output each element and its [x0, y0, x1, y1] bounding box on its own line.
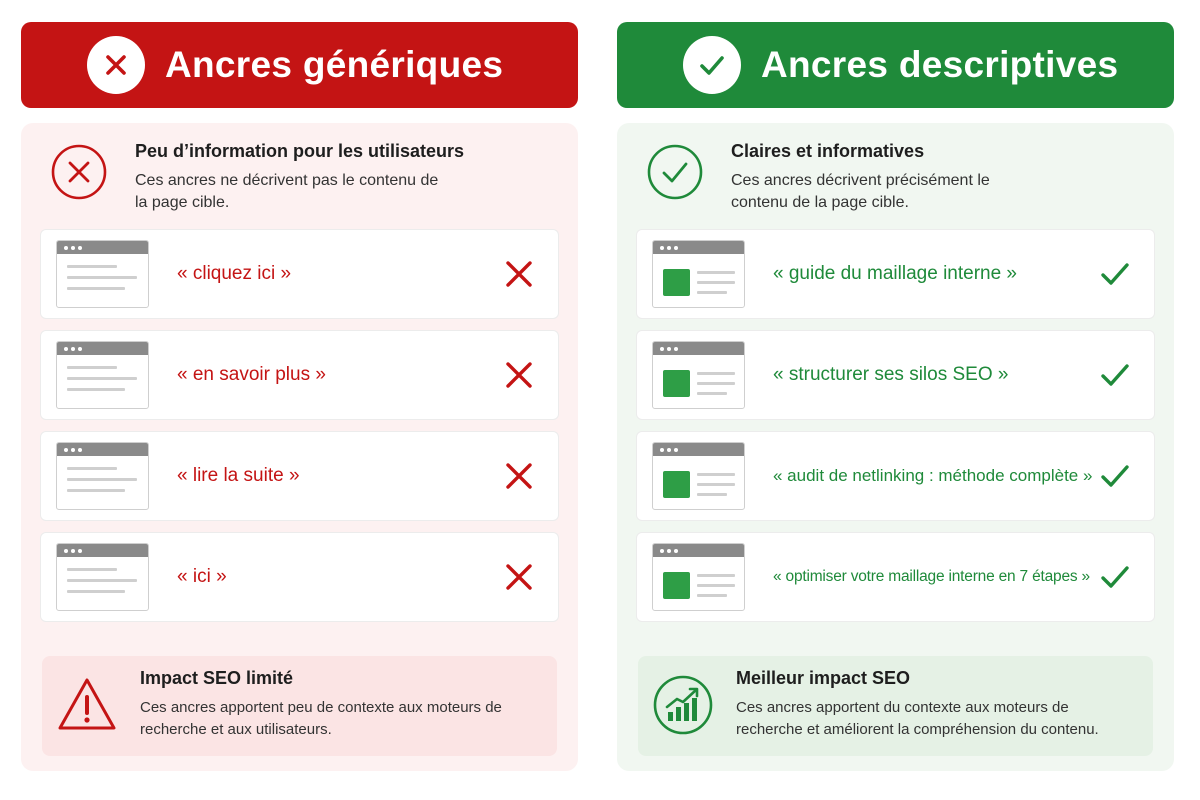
- descriptive-anchors-column: [617, 22, 1174, 771]
- generic-impact-title: Impact SEO limité: [140, 668, 294, 688]
- warning-icon: [56, 674, 118, 736]
- page-thumbnail-icon: [56, 240, 149, 308]
- check-mark-icon: [1100, 360, 1130, 390]
- anchor-text: « structurer ses silos SEO »: [773, 364, 1009, 385]
- generic-impact-box: [42, 656, 557, 756]
- descriptive-impact-desc: Ces ancres apportent du contexte aux moteurs de recherche et améliorent la compréhension du contenu.: [736, 699, 1099, 738]
- generic-anchors-title: Ancres génériques: [165, 44, 504, 85]
- generic-anchors-column: [21, 22, 578, 771]
- generic-anchors-panel: [21, 123, 578, 771]
- check-mark-icon: [1100, 259, 1130, 289]
- x-mark-icon: [504, 461, 534, 491]
- page-thumbnail-icon: [652, 442, 745, 510]
- anchor-text: « optimiser votre maillage interne en 7 étapes »: [773, 568, 1090, 585]
- growth-chart-icon: [652, 674, 714, 736]
- x-mark-icon: [504, 259, 534, 289]
- descriptive-intro-title: Claires et informatives: [731, 141, 925, 161]
- list-item: [636, 229, 1155, 319]
- generic-impact-desc: Ces ancres apportent peu de contexte aux moteurs de recherche et aux utilisateurs.: [140, 699, 502, 738]
- list-item: [40, 229, 559, 319]
- check-mark-icon: [1100, 562, 1130, 592]
- descriptive-intro-desc: Ces ancres décrivent précisément le contenu de la page cible.: [731, 172, 990, 211]
- descriptive-anchors-title: Ancres descriptives: [761, 44, 1119, 85]
- descriptive-anchors-header: [617, 22, 1174, 108]
- page-thumbnail-icon: [652, 543, 745, 611]
- page-thumbnail-icon: [652, 341, 745, 409]
- x-icon: [87, 36, 145, 94]
- list-item: [40, 431, 559, 521]
- descriptive-anchors-panel: [617, 123, 1174, 771]
- anchor-text: « guide du maillage interne »: [773, 263, 1018, 284]
- x-circle-icon: [50, 143, 108, 201]
- anchor-text: « cliquez ici »: [177, 263, 292, 284]
- anchor-text: « ici »: [177, 566, 227, 587]
- anchor-text: « audit de netlinking : méthode complète »: [773, 466, 1093, 485]
- list-item: [636, 330, 1155, 420]
- check-icon: [683, 36, 741, 94]
- check-circle-icon: [646, 143, 704, 201]
- generic-intro-title: Peu d’information pour les utilisateurs: [135, 141, 465, 161]
- list-item: [40, 532, 559, 622]
- generic-intro-desc: Ces ancres ne décrivent pas le contenu de la page cible.: [135, 172, 439, 211]
- generic-intro: [40, 123, 559, 229]
- anchor-text: « en savoir plus »: [177, 364, 326, 385]
- check-mark-icon: [1100, 461, 1130, 491]
- x-mark-icon: [504, 360, 534, 390]
- descriptive-impact-box: [638, 656, 1153, 756]
- list-item: [636, 532, 1155, 622]
- list-item: [40, 330, 559, 420]
- descriptive-anchor-list: [636, 229, 1155, 622]
- generic-anchors-header: [21, 22, 578, 108]
- x-mark-icon: [504, 562, 534, 592]
- page-thumbnail-icon: [652, 240, 745, 308]
- descriptive-intro: [636, 123, 1155, 229]
- page-thumbnail-icon: [56, 442, 149, 510]
- descriptive-impact-title: Meilleur impact SEO: [736, 668, 911, 688]
- list-item: [636, 431, 1155, 521]
- generic-anchor-list: [40, 229, 559, 622]
- anchor-text: « lire la suite »: [177, 465, 300, 486]
- page-thumbnail-icon: [56, 341, 149, 409]
- page-thumbnail-icon: [56, 543, 149, 611]
